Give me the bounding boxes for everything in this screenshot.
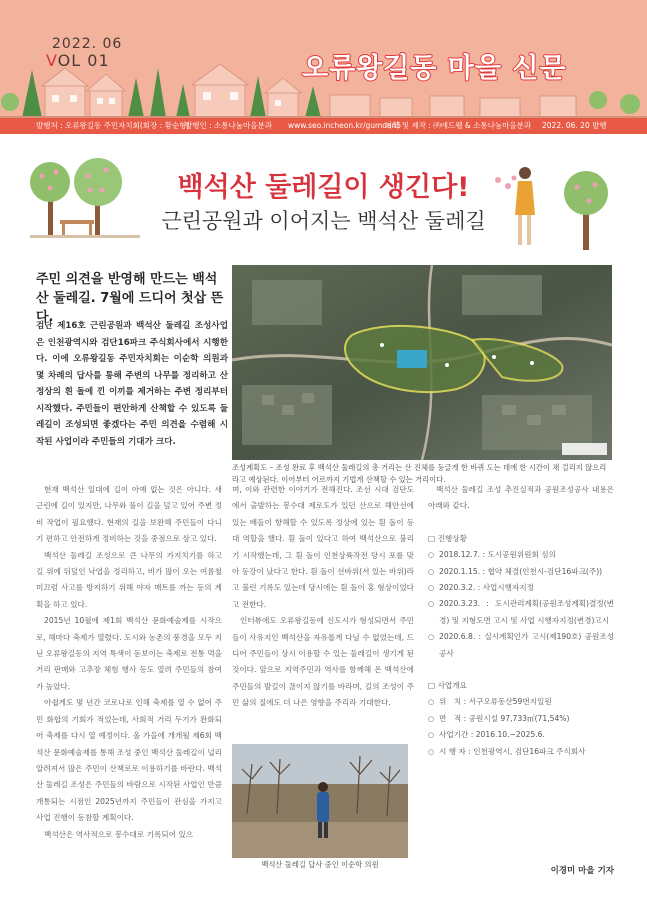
producer-text: 기획 및 제작 : ㈜에드웰 & 소통나눔마을분과 <box>385 121 532 130</box>
spacer <box>428 515 614 531</box>
progress-section-title: □ 진행상황 <box>428 533 467 543</box>
list-item: ○ 2020.6.8. : 실시계획인가 고시(제190호) 공원조성공사 <box>428 629 614 662</box>
publish-date: 2022. 06. 20 발행 <box>542 121 607 130</box>
article-column-1 <box>36 482 222 843</box>
paragraph: 아쉽게도 몇 년간 코로나로 인해 축제를 열 수 없어 주민 화합의 기회가 적었는데, 사회적 거리 두기가 완화되어 축제를 다시 열 예정이다. 올 가을에 개개될 제6회 백석산 문화예술제를 통해 조성 중인 백석산 둘레길이 널리 알려져서 많은 주민이 산책로로 이용하기를 바란다. 백석산 둘레길 조성은 주민들의 바람으로 시작된 사업인 만큼 개통되는 시점인 2025년까지 주민들이 관심을 가지고 사업 진행이 동참할 계획이다. <box>36 698 222 823</box>
paragraph: 인터뷰에도 오류왕길동에 신도시가 형성되면서 주민들이 사유지인 백석산을 자유롭게 다닐 수 없었는데, 드디어 주민들이 상시 이용할 수 있는 둘레길이 생기게 된 것이다. 앞으로 지역주민과 역사를 함께해 온 백석산에 주민들의 발길이 끊이지 않기를 바라며, 길의 조성이 주민 삶의 질에도 더 나은 영향을 주리라 기대한다. <box>232 616 414 708</box>
paragraph: 백석산은 역사적으로 봉수대로 기록되어 있으 <box>44 829 194 839</box>
site-visit-image <box>232 744 408 858</box>
issue-volume <box>46 51 110 70</box>
site-visit-photo <box>232 744 408 858</box>
paragraph: 2015년 10월에 제1회 백석산 문화예술제를 시작으로, 해마다 축제가 열렸다. 도시와 농촌의 풍경을 모두 지닌 오류왕길동의 지역 특색이 돋보이는 축제로 전통 먹을거리 판매와 고추장 체험 행사 등도 열려 주민들의 참여가 높았다. <box>36 616 222 691</box>
list-item: ○ 2020.3.23. : 도시관리계획(공원조성계획)결정(변경) 및 지형도면 고시 및 사업 시행자지정(변경)고시 <box>428 596 614 629</box>
overview-section-title: □ 사업개요 <box>428 681 467 691</box>
list-item: ○ 면 적 : 공원시설 97,733㎡(71,54%) <box>428 711 614 727</box>
article-column-2 <box>232 482 414 712</box>
lead-body: 검단 제16호 근린공원과 백석산 둘레길 조성사업은 인천광역시와 검단16파크 주식회사에서 시행한다. 이에 오류왕길동 주민자치회는 이순학 의원과 몇 차례의 답사를 통해 주변의 나무를 정리하고 산 정상의 흰 돌에 낀 이끼를 제거하는 주변 정리부터 시작했다. 주민들이 편안하게 산책할 수 있도록 둘레길이 조성되면 좋겠다는 주민 의견을 수렴해 시작된 사업이라 주민들의 기대가 크다. <box>36 321 228 447</box>
headline: 백석산 둘레길이 생긴다! <box>177 172 470 203</box>
issuer-text: 발행인 : 소통나눔마을분과 <box>185 121 272 130</box>
photo-caption: 백석산 둘레길 답사 중인 이순학 의원 <box>261 860 379 869</box>
lead-title: 주민 의견을 반영해 만드는 백석산 둘레길. 7월에 드디어 첫삽 뜬다. <box>36 272 224 325</box>
paragraph: 현재 백석산 일대에 길이 아예 없는 것은 아니다. 새 근린에 길이 있지만, 나무와 풀이 길을 덮고 있어 주변 정비 작업이 필요했다. 현재의 길을 보완해 주민들이 다니기 편하고 안전하게 정비하는 것을 중점으로 삼고 있다. <box>36 485 222 544</box>
issue-date: 2022. 06 <box>52 36 123 52</box>
paragraph: 백석산 둘레길 조성 추진실적과 공원조성공사 내용은 아래와 같다. <box>428 485 614 511</box>
map-caption: 조성계획도 – 조성 완료 후 백석산 둘레길의 총 거리는 산 진체를 둥글게 한 바퀴 도는 데에 한 시간이 채 걸리지 않으리라고 예상된다. 이어부터 어르까지 기법게 산책할 수 있는 거리이다. <box>232 463 607 484</box>
overview-list <box>428 694 614 760</box>
publisher-text: 발행처 : 오류왕길동 주민자치회(회장 : 황순형) <box>36 121 190 130</box>
newspaper-title: 오류왕길동 마을 신문 <box>302 53 567 84</box>
list-item: ○ 2018.12.7. : 도시공원위원회 심의 <box>428 547 614 563</box>
list-item: ○ 사업기간 : 2016.10.~2025.6. <box>428 727 614 743</box>
spacer <box>428 662 614 678</box>
aerial-map-image <box>232 265 612 460</box>
reporter-byline: 이경미 마을 기자 <box>550 866 614 876</box>
publication-info-bar <box>0 118 647 134</box>
volume-number: OL 01 <box>57 51 110 70</box>
paragraph: 며, 이와 관련한 이야기가 전해진다. 조선 시대 검단도에서 출발하는 봉수대 제로도가 있던 산으로 해안선에 있는 배들이 항해할 수 있도록 정상에 있는 흰 돌이 등대 역할을 했다. 흰 돌이 있다고 하여 백석산으로 불리기 시작했는데, 그 흰 돌이 인천상륙작전 당시 포를 맞아 동강이 났다고 한다. 흰 돌이 선바위(서 있는 바위)라고 불린 기록도 있는데 당시에는 흰 돌이 홍 형상이었다고 전한다. <box>232 485 414 609</box>
list-item: ○ 위 치 : 서구오류동산59번지일원 <box>428 694 614 710</box>
list-item: ○ 시 행 자 : 인천광역시, 검단16파크 주식회사 <box>428 744 614 760</box>
website-link[interactable]: www.seo.incheon.kr/gumdan5 <box>288 121 402 130</box>
list-item: ○ 2020.3.2. : 사업시행자지정 <box>428 580 614 596</box>
article-column-3 <box>428 482 614 760</box>
progress-list <box>428 547 614 662</box>
volume-initial: V <box>46 51 58 70</box>
subheadline: 근린공원과 이어지는 백석산 둘레길 <box>161 209 486 233</box>
list-item: ○ 2020.1.15. : 협약 체결(인천시-검단16파크(주)) <box>428 564 614 580</box>
aerial-plan-map <box>232 265 612 460</box>
masthead <box>0 0 647 118</box>
paragraph: 백석산 둘레길 조성으로 큰 나무의 가지치기를 하고 길 위에 뒤덮인 낙엽을 정리하고, 비가 많이 오는 여름철 미끄럼 사고를 방지하기 위해 야자 매트를 까는 등의 계획을 하고 있다. <box>36 550 222 609</box>
